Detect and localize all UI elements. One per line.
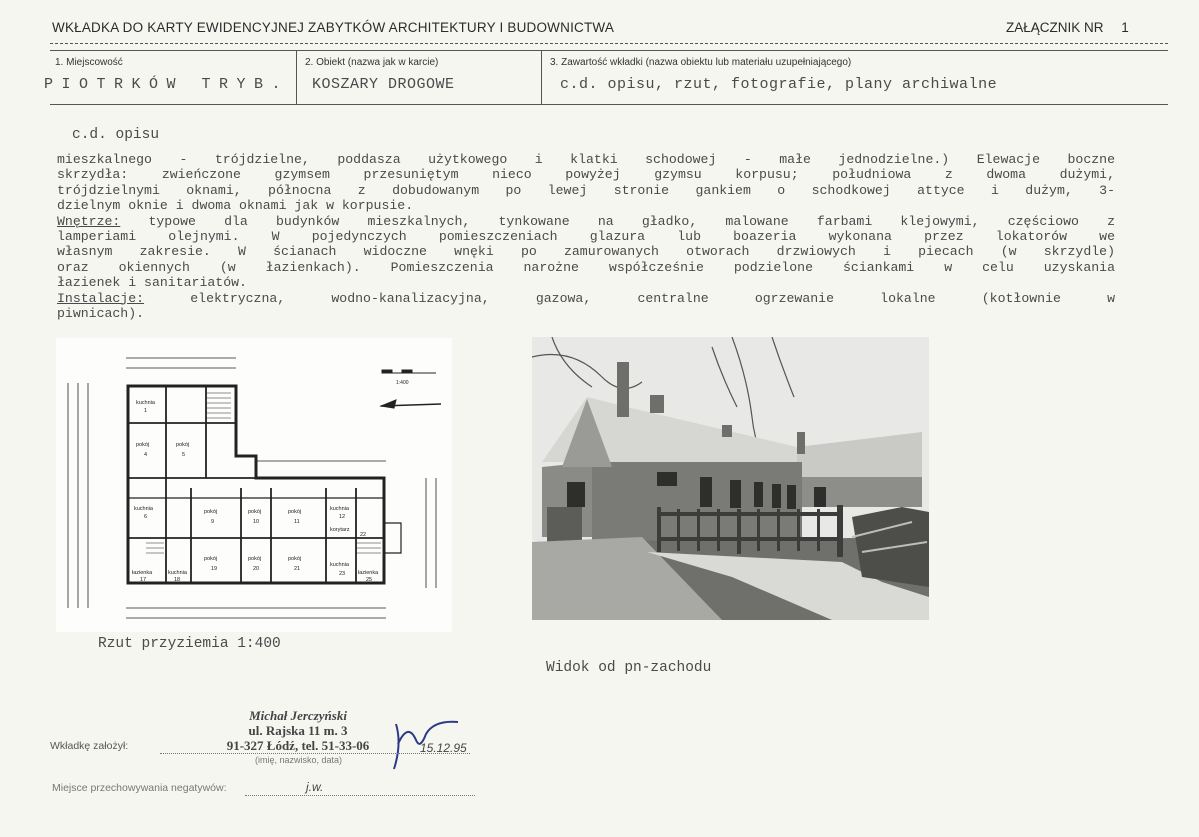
- room-label: pokój: [204, 509, 218, 515]
- author-name: Michał Jerczyński: [249, 708, 347, 723]
- building-photo: [532, 337, 929, 620]
- room-number: 22: [360, 532, 367, 538]
- room-label: pokój: [176, 442, 190, 448]
- field-1-value: PIOTRKÓW TRYB.: [44, 76, 290, 93]
- room-number: 11: [294, 519, 300, 525]
- field-divider-2: [541, 50, 542, 105]
- storage-rule: [245, 795, 475, 796]
- room-label: kuchnia: [168, 570, 187, 576]
- installations-label: Instalacje:: [57, 290, 145, 306]
- signature-date: 15.12.95: [420, 741, 467, 755]
- author-city: 91-327 Łódź, tel. 51-33-06: [226, 738, 370, 753]
- author-stamp: [208, 708, 388, 753]
- room-label: pokój: [288, 509, 302, 515]
- plan-scale-label: 1:400: [396, 380, 409, 386]
- room-label: łazienka: [132, 570, 153, 576]
- room-label: kuchnia: [136, 400, 155, 406]
- text-line: dzielnym oknie i dwoma oknami jak w korpusie.: [57, 198, 414, 214]
- text-line: oraz okiennych (w łazienkach). Pomieszczenia narożne współcześnie podzielone ściankami w celu uzyskania: [57, 259, 1115, 275]
- room-label: łazienka: [358, 570, 379, 576]
- storage-label: Miejsce przechowywania negatywów:: [52, 782, 227, 794]
- room-label: kuchnia: [330, 562, 349, 568]
- text-line: własnym zakresie. W ścianach widoczne wnęki po zamurowanych otworach drzwiowych i piecach (w skrzydle): [57, 244, 1115, 260]
- author-street: ul. Rajska 11 m. 3: [248, 723, 348, 738]
- text-line: lamperiami olejnymi. W pojedynczych pomieszczeniach glazura lub boazeria wykonana przez lokatorów we: [57, 229, 1115, 245]
- room-number: 21: [294, 566, 301, 572]
- room-number: 23: [339, 571, 346, 577]
- interior-label: Wnętrze:: [57, 213, 121, 229]
- room-label: pokój: [204, 556, 218, 562]
- room-number: 5: [182, 452, 186, 458]
- field-3-label: 3. Zawartość wkładki (nazwa obiektu lub materiału uzupełniającego): [550, 57, 852, 68]
- room-label: pokój: [288, 556, 302, 562]
- storage-value: j.w.: [306, 780, 324, 794]
- field-2-value: KOSZARY DROGOWE: [312, 76, 455, 93]
- prepared-by-label: Wkładkę założył:: [50, 740, 129, 752]
- floor-plan-drawing: [56, 338, 452, 632]
- text-line: piwnicach).: [57, 306, 145, 322]
- plan-caption: Rzut przyziemia 1:400: [98, 636, 281, 652]
- text-line: skrzydła: zwieńczone gzymsem przesuniętym nieco powyżej gzymsu korpusu; południowa z dwoma dużymi,: [57, 167, 1115, 183]
- room-number: 10: [253, 519, 260, 525]
- attachment-label: [1006, 20, 1129, 35]
- field-2-label: 2. Obiekt (nazwa jak w karcie): [305, 57, 439, 68]
- room-number: 19: [211, 566, 218, 572]
- building-photo-image: [532, 337, 929, 620]
- text-line: Wnętrze: typowe dla budynków mieszkalnych, tynkowane na gładko, malowane farbami klejowymi, częściowo z: [57, 213, 1115, 229]
- field-3-value: c.d. opisu, rzut, fotografie, plany archiwalne: [560, 76, 998, 93]
- text-line: trójdzielnymi oknami, północna z dobudowanym po lewej stronie gankiem o schodkowej attyce i dużym, 3-: [57, 182, 1115, 198]
- field-divider-1: [296, 50, 297, 105]
- attachment-number: 1: [1121, 20, 1129, 35]
- attachment-text: ZAŁĄCZNIK NR: [1006, 20, 1104, 35]
- room-number: 4: [144, 452, 148, 458]
- photo-caption: Widok od pn-zachodu: [546, 660, 712, 676]
- text-line: mieszkalnego - trójdzielne, poddasza użytkowego i klatki schodowej - małe jednodzielne.) Elewacje boczne: [57, 152, 1115, 167]
- header-rule: [50, 43, 1168, 44]
- room-label: pokój: [248, 509, 262, 515]
- room-number: 20: [253, 566, 260, 572]
- room-label: kuchnia: [330, 506, 349, 512]
- room-label: pokój: [136, 442, 150, 448]
- room-number: 18: [174, 577, 181, 583]
- text-line: łazienek i sanitariatów.: [57, 275, 247, 291]
- room-number: 25: [366, 577, 373, 583]
- room-number: 6: [144, 514, 148, 520]
- room-number: 1: [144, 408, 148, 414]
- signature-rule: [160, 753, 470, 754]
- room-number: 17: [140, 577, 147, 583]
- fields-top-rule: [50, 50, 1168, 51]
- room-number: 12: [339, 514, 346, 520]
- section-heading: c.d. opisu: [72, 127, 160, 143]
- header-title: WKŁADKA DO KARTY EWIDENCYJNEJ ZABYTKÓW ARCHITEKTURY I BUDOWNICTWA: [52, 20, 615, 35]
- room-label: kuchnia: [134, 506, 153, 512]
- description-text: [57, 152, 1115, 321]
- fields-bottom-rule: [50, 104, 1168, 105]
- text-line: Instalacje: elektryczna, wodno-kanalizacyjna, gazowa, centralne ogrzewanie lokalne (kotłownie w: [57, 290, 1115, 306]
- room-label: pokój: [248, 556, 262, 562]
- floor-plan: [56, 338, 452, 632]
- field-1-label: 1. Miejscowość: [55, 57, 123, 68]
- room-label: korytarz: [330, 527, 350, 533]
- name-hint: (imię, nazwisko, data): [255, 755, 343, 765]
- room-number: 9: [211, 519, 215, 525]
